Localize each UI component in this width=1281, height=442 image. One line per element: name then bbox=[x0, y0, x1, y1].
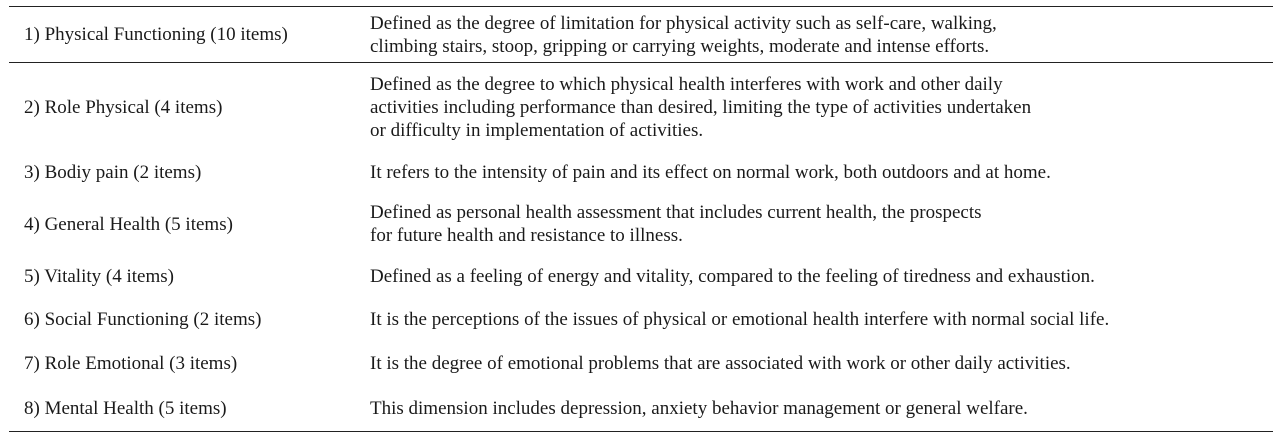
table-row bbox=[9, 7, 1273, 63]
definition-line: This dimension includes depression, anxiety behavior management or general welfare. bbox=[370, 397, 1028, 419]
dimension-cell: 4) General Health (5 items) bbox=[24, 213, 233, 235]
definition-cell bbox=[362, 63, 1273, 153]
dimension-cell: 1) Physical Functioning (10 items) bbox=[9, 7, 362, 63]
definition-line: Defined as personal health assessment that includes current health, the prospects bbox=[370, 202, 982, 223]
definition-line: activities including performance than desired, limiting the type of activities undertaken bbox=[370, 97, 1032, 119]
table-row bbox=[9, 342, 1273, 386]
definition-line: Defined as a feeling of energy and vitality, compared to the feeling of tiredness and exhaustion. bbox=[370, 265, 1095, 287]
definition-cell bbox=[362, 153, 1273, 193]
definition-cell bbox=[362, 7, 1273, 63]
table-row bbox=[9, 63, 1273, 153]
definition-cell bbox=[362, 297, 1273, 342]
dimension-cell: 2) Role Physical (4 items) bbox=[24, 97, 223, 119]
definition-line: Defined as the degree to which physical health interferes with work and other daily bbox=[370, 74, 1003, 96]
dimension-cell: 5) Vitality (4 items) bbox=[24, 265, 174, 287]
definition-line: It refers to the intensity of pain and its effect on normal work, both outdoors and at home. bbox=[370, 162, 1051, 183]
dimension-cell: 8) Mental Health (5 items) bbox=[9, 386, 362, 432]
definition-line: It is the perceptions of the issues of physical or emotional health interfere with normal social life. bbox=[370, 308, 1110, 330]
definition-line: It is the degree of emotional problems that are associated with work or other daily activities. bbox=[370, 353, 1071, 374]
definition-cell bbox=[362, 193, 1273, 256]
table-row bbox=[9, 386, 1273, 432]
table-row bbox=[9, 256, 1273, 297]
definition-line: or difficulty in implementation of activities. bbox=[370, 120, 704, 142]
table-row bbox=[9, 193, 1273, 256]
definition-cell bbox=[362, 256, 1273, 297]
dimension-cell: 6) Social Functioning (2 items) bbox=[24, 308, 262, 330]
sf36-dimensions-table-container bbox=[9, 6, 1273, 432]
sf36-dimensions-table bbox=[9, 6, 1273, 432]
dimension-cell: 7) Role Emotional (3 items) bbox=[24, 353, 238, 374]
definition-line: for future health and resistance to illness. bbox=[370, 225, 683, 246]
dimension-cell: 3) Bodiy pain (2 items) bbox=[24, 162, 202, 183]
definition-cell bbox=[362, 342, 1273, 386]
definition-line: climbing stairs, stoop, gripping or carrying weights, moderate and intense efforts. bbox=[370, 35, 990, 57]
definition-cell bbox=[362, 386, 1273, 432]
definition-line: Defined as the degree of limitation for physical activity such as self-care, walking, bbox=[370, 12, 997, 34]
table-row bbox=[9, 153, 1273, 193]
table-row bbox=[9, 297, 1273, 342]
